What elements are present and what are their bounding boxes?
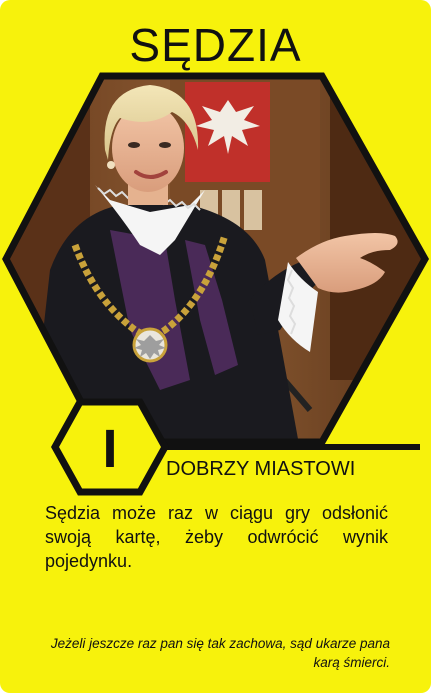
faction-label: DOBRZY MIASTOWI xyxy=(166,458,356,480)
rank-badge-label: I xyxy=(102,419,118,479)
white-eagle-emblem-icon xyxy=(185,82,270,182)
judge-portrait-icon xyxy=(0,70,431,450)
card-description: Sędzia może raz w ciągu gry odsłonić swoją kartę, żeby odwrócić wynik pojedynku. xyxy=(45,503,388,571)
card-quote: Jeżeli jeszcze raz pan się tak zachowa, sąd ukarze pana karą śmierci. xyxy=(50,636,390,670)
card-title: SĘDZIA xyxy=(129,19,302,71)
